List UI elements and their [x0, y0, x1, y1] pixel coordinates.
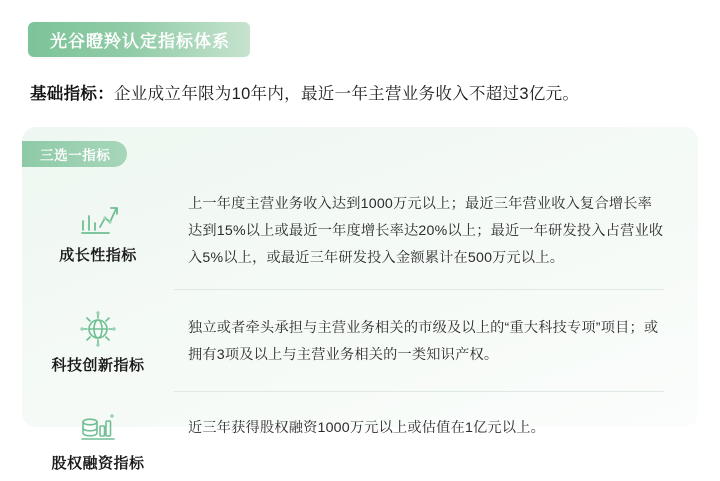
row-divider — [174, 289, 664, 290]
equity-financing-coins-icon — [75, 407, 121, 447]
indicator-title: 成长性指标 — [59, 247, 137, 264]
indicator-row-tech — [22, 289, 698, 391]
indicator-row-left — [22, 399, 174, 473]
indicator-title: 股权融资指标 — [51, 455, 145, 472]
page-title: 光谷瞪羚认定指标体系 — [28, 22, 250, 57]
base-indicator-line — [30, 80, 579, 104]
indicator-text: 近三年获得股权融资1000万元以上或估值在1亿元以上。 — [188, 420, 545, 436]
indicator-row-left — [22, 185, 174, 265]
card-tab-label: 三选一指标 — [22, 141, 127, 167]
indicator-row-equity — [22, 391, 698, 481]
indicator-title: 科技创新指标 — [51, 357, 145, 374]
indicator-row-left — [22, 297, 174, 375]
growth-chart-icon — [75, 199, 121, 239]
row-divider — [174, 391, 664, 392]
indicator-row-growth — [22, 177, 698, 289]
tech-innovation-globe-icon — [75, 309, 121, 349]
indicator-text: 上一年度主营业务收入达到1000万元以上；最近三年营业收入复合增长率达到15%以上或最近一年度增长率达20%以上；最近一年研发投入占营业收入5%以上，或最近三年研发投入金额累计在500万元以上。 — [188, 196, 664, 266]
base-indicator-label: 基础指标： — [30, 85, 114, 103]
base-indicator-value: 企业成立年限为10年内，最近一年主营业务收入不超过3亿元。 — [114, 85, 580, 103]
three-choose-one-card — [22, 127, 698, 472]
indicator-rows — [22, 177, 698, 481]
indicator-text: 独立或者牵头承担与主营业务相关的市级及以上的“重大科技专项”项目；或拥有3项及以上与主营业务相关的一类知识产权。 — [188, 320, 659, 363]
